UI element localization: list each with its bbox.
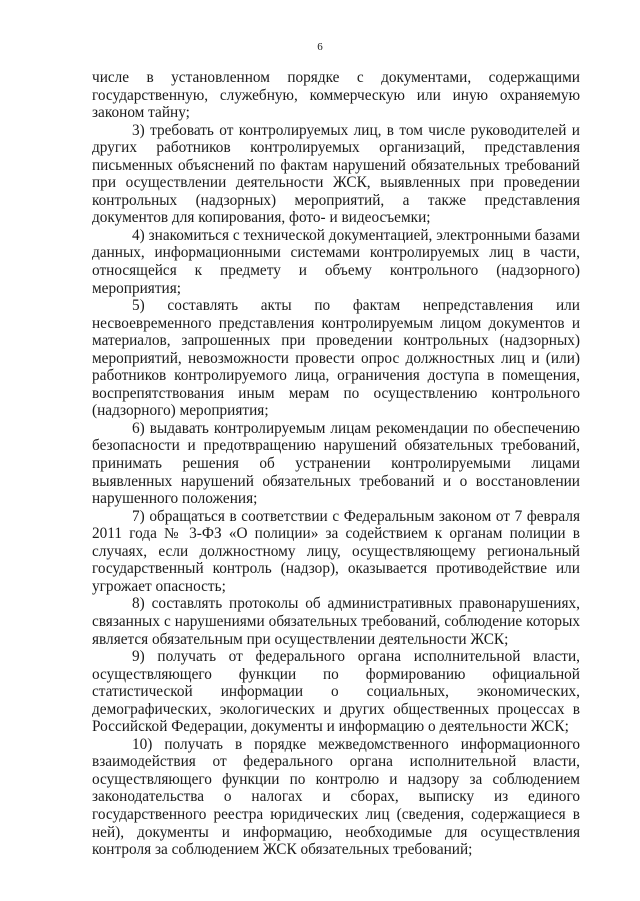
paragraph-item-4: 4) знакомиться с технической документацией, электронными базами данных, информационными системами контролируемых лиц в части, относящейся к предмету и объему контрольного (надзорного) мероприятия; [92,226,580,297]
page-number: 6 [317,41,323,53]
document-body [92,69,580,859]
paragraph-item-5: 5) составлять акты по фактам непредставления или несвоевременного представления контролируемым лицом документов и материалов, запрошенных при проведении контрольных (надзорных) мероприятий, невозможности провести опрос должностных лиц и (или) работников контролируемого лица, ограничения доступа в помещения, воспрепятствования иным мерам по осуществлению контрольного (надзорного) мероприятия; [92,297,580,420]
paragraph-item-3: 3) требовать от контролируемых лиц, в том числе руководителей и других работников контролируемых организаций, представления письменных объяснений по фактам нарушений обязательных требований при осуществлении деятельности ЖСК, выявленных при проведении контрольных (надзорных) мероприятий, а также представления документов для копирования, фото- и видеосъемки; [92,121,580,227]
paragraph-item-8: 8) составлять протоколы об административных правонарушениях, связанных с нарушениями обязательных требований, соблюдение которых является обязательным при осуществлении деятельности ЖСК; [92,595,580,648]
paragraph-item-10: 10) получать в порядке межведомственного информационного взаимодействия от федерального органа исполнительной власти, осуществляющего функции по контролю и надзору за соблюдением законодательства о налогах и сборах, выписку из единого государственного реестра юридических лиц (сведения, содержащиеся в ней), документы и информацию, необходимые для осуществления контроля за соблюдением ЖСК обязательных требований; [92,735,580,859]
paragraph-item-6: 6) выдавать контролируемым лицам рекомендации по обеспечению безопасности и предотвращению нарушений обязательных требований, принимать решения об устранении контролируемыми лицами выявленных нарушений обязательных требований и о восстановлении нарушенного положения; [92,419,580,508]
paragraph-item-9: 9) получать от федерального органа исполнительной власти, осуществляющего функции по формированию официальной статистической информации о социальных, экономических, демографических, экологических и других общественных процессах в Российской Федерации, документы и информацию о деятельности ЖСК; [92,648,580,736]
paragraph-item-7: 7) обращаться в соответствии с Федеральным законом от 7 февраля 2011 года № 3-ФЗ «О полиции» за содействием к органам полиции в случаях, если должностному лицу, осуществляющему региональный государственный контроль (надзор), оказывается противодействие или угрожает опасность; [92,507,580,595]
paragraph-continuation: числе в установленном порядке с документами, содержащими государственную, служебную, коммерческую или иную охраняемую законом тайну; [92,69,580,122]
